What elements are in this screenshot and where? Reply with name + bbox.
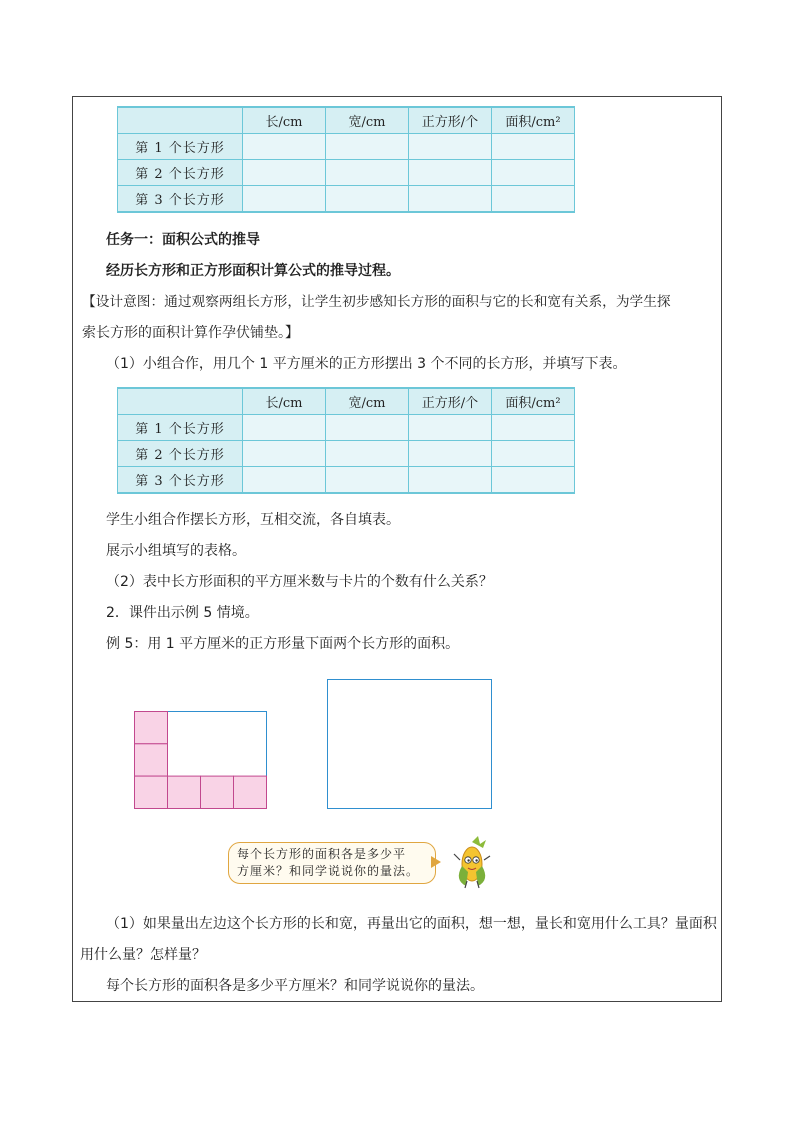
table-header-cell: 正方形/个 — [409, 107, 492, 134]
courseware-note: 2．课件出示例 5 情境。 — [106, 605, 259, 621]
table-header-cell: 长/cm — [243, 388, 326, 415]
design-intent-line2: 索长方形的面积计算作孕伏铺垫。】 — [82, 325, 299, 341]
unit-square — [201, 776, 234, 808]
unit-square — [168, 776, 201, 808]
students-action: 学生小组合作摆长方形，互相交流，各自填表。 — [106, 512, 400, 528]
step1-instruction: （1）小组合作，用几个 1 平方厘米的正方形摆出 3 个不同的长方形，并填写下表。 — [106, 356, 627, 372]
table-header-cell: 正方形/个 — [409, 388, 492, 415]
task-title: 任务一：面积公式的推导 — [106, 232, 260, 248]
corn-mascot-icon — [454, 836, 490, 888]
table-header-cell: 面积/cm² — [492, 388, 575, 415]
table-header-cell: 面积/cm² — [492, 107, 575, 134]
table-row-label: 第 2 个长方形 — [118, 441, 243, 467]
question-line1: （1）如果量出左边这个长方形的长和宽，再量出它的面积，想一想，量长和宽用什么工具？量面积 — [106, 916, 717, 932]
question-line2: 用什么量？怎样量？ — [80, 947, 206, 963]
table-header-cell: 长/cm — [243, 107, 326, 134]
table-row-label: 第 1 个长方形 — [118, 134, 243, 160]
right-rectangle — [328, 680, 492, 809]
unit-square — [135, 744, 168, 776]
table-row-label: 第 1 个长方形 — [118, 415, 243, 441]
show-tables: 展示小组填写的表格。 — [106, 543, 246, 559]
bubble-line-2: 方厘米？和同学说说你的量法。 — [237, 864, 420, 878]
unit-squares — [135, 712, 267, 809]
table-row-label: 第 2 个长方形 — [118, 160, 243, 186]
table-row-label: 第 3 个长方形 — [118, 186, 243, 213]
speech-bubble — [228, 842, 436, 884]
unit-square — [135, 712, 168, 744]
table-header-cell: 宽/cm — [326, 388, 409, 415]
speech-bubble-tail — [431, 856, 441, 868]
table-header-cell: 宽/cm — [326, 107, 409, 134]
task-goal: 经历长方形和正方形面积计算公式的推导过程。 — [106, 263, 400, 279]
step2-question: （2）表中长方形面积的平方厘米数与卡片的个数有什么关系？ — [106, 574, 493, 590]
bubble-line-1: 每个长方形的面积各是多少平 — [237, 847, 407, 861]
unit-square — [135, 776, 168, 808]
table-row-label: 第 3 个长方形 — [118, 467, 243, 494]
final-line: 每个长方形的面积各是多少平方厘米？和同学说说你的量法。 — [106, 978, 484, 994]
example5-text: 例 5：用 1 平方厘米的正方形量下面两个长方形的面积。 — [106, 636, 460, 652]
unit-square — [234, 776, 267, 808]
design-intent-line1: 【设计意图：通过观察两组长方形，让学生初步感知长方形的面积与它的长和宽有关系，为学生探 — [82, 294, 671, 310]
